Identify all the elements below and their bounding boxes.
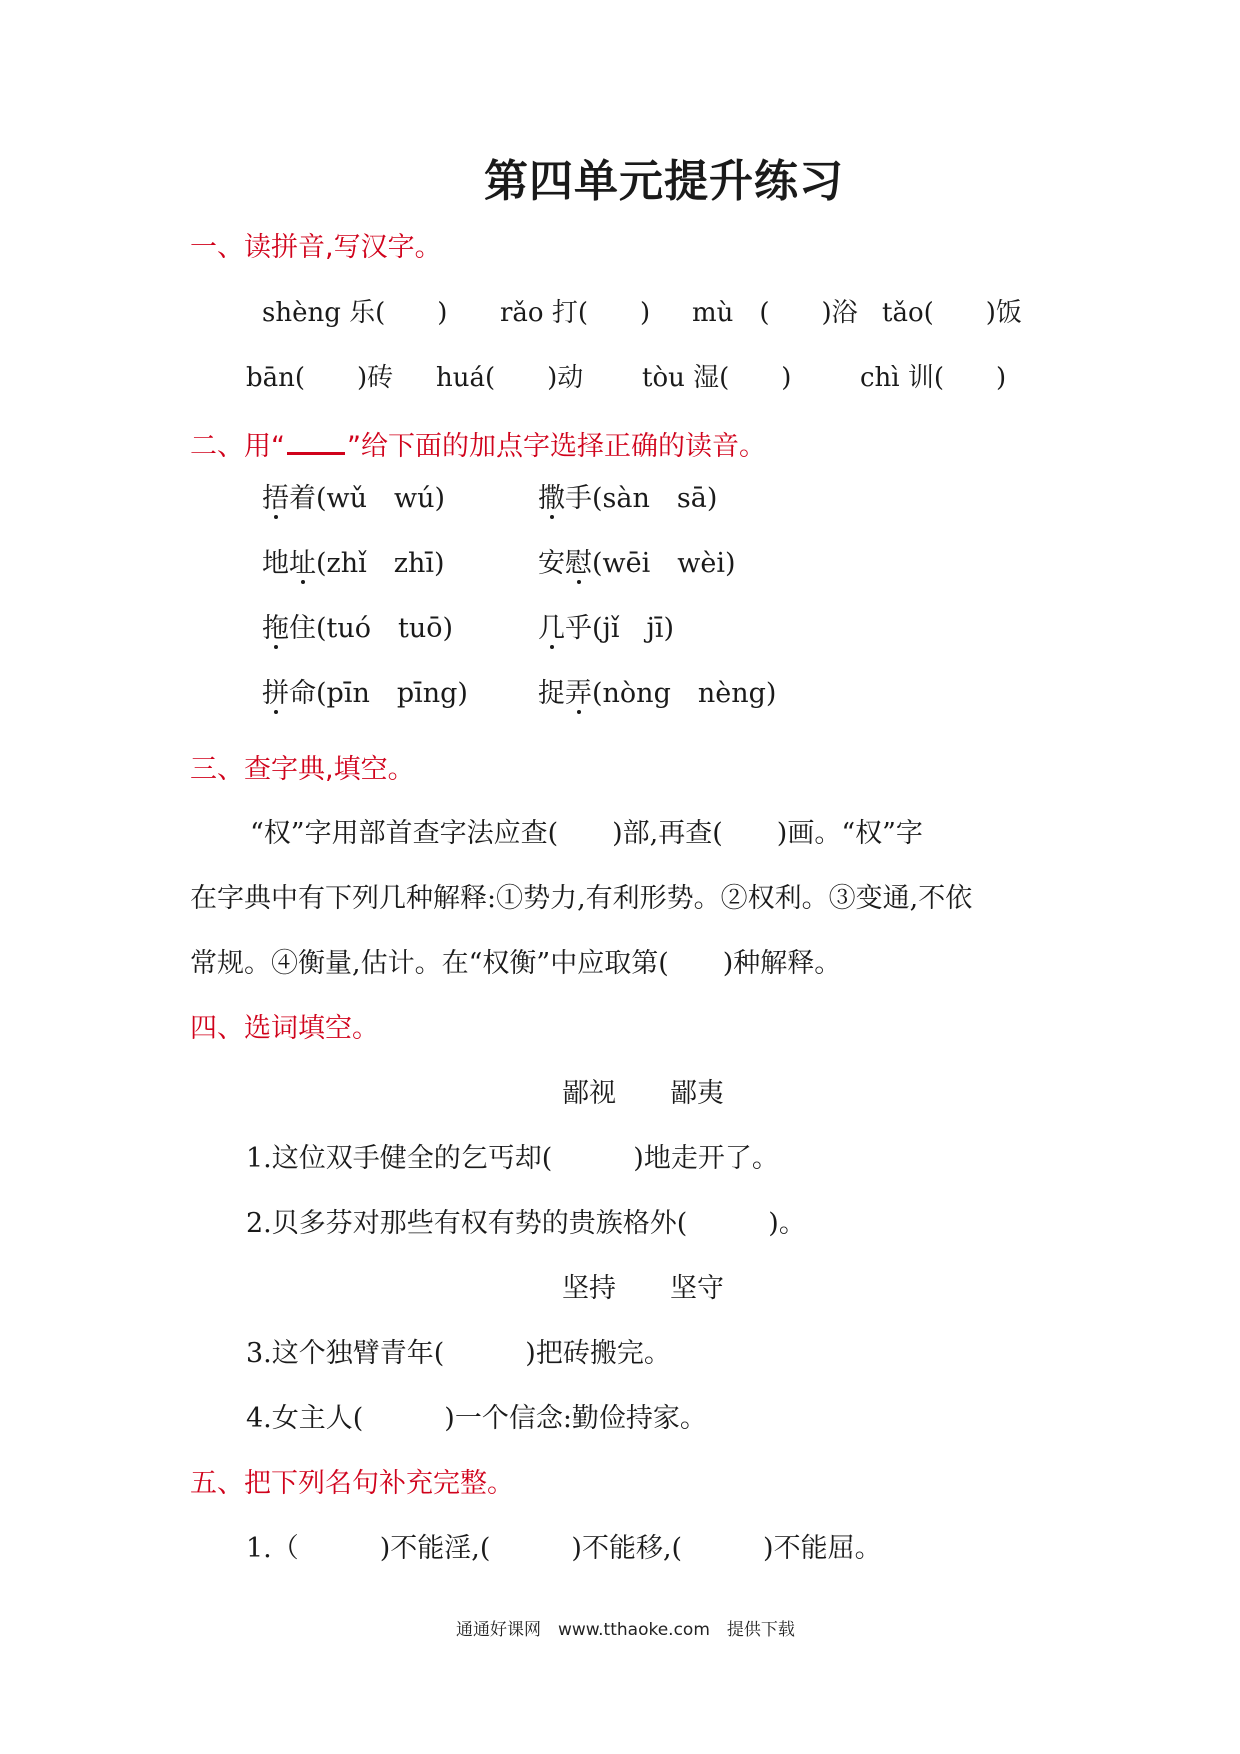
dotted-char: 几	[538, 613, 565, 644]
section2-heading-start: 二、用“	[190, 431, 285, 462]
dotted-char: 拖	[262, 613, 289, 644]
dotted-char: 址	[289, 548, 316, 579]
section5-heading: 五、把下列名句补充完整。	[190, 1468, 514, 1499]
pinyin-item: tòu 湿( )	[642, 363, 792, 393]
item-rest: 住(tuó tuō)	[289, 613, 454, 644]
dotted-char: 慰	[565, 548, 592, 579]
item-prefix: 地	[262, 548, 289, 579]
fill-question: 1.这位双手健全的乞丐却( )地走开了。	[246, 1143, 779, 1174]
pinyin-item: bān( )砖	[246, 363, 394, 393]
dictionary-text: 在字典中有下列几种解释:①势力,有利形势。②权利。③变通,不依	[190, 883, 973, 914]
reading-choice-item	[262, 680, 468, 707]
dotted-char: 捂	[262, 483, 289, 514]
reading-choice-item	[262, 485, 445, 512]
item-rest: (zhǐ zhī)	[316, 548, 445, 579]
dotted-char: 撒	[538, 483, 565, 514]
page-title: 第四单元提升练习	[484, 156, 844, 207]
reading-choice-item	[538, 615, 674, 642]
section1-heading: 一、读拼音,写汉字。	[190, 232, 442, 263]
pinyin-item: rǎo 打( )	[500, 298, 651, 328]
pinyin-item: chì 训( )	[860, 363, 1007, 393]
pinyin-item: tǎo( )饭	[882, 298, 1022, 328]
reading-choice-item	[538, 680, 776, 707]
reading-choice-item	[262, 550, 445, 577]
dotted-char: 拼	[262, 678, 289, 709]
pinyin-item: mù ( )浴	[692, 298, 858, 328]
word-choices: 鄙视 鄙夷	[562, 1078, 724, 1109]
dictionary-text: 常规。④衡量,估计。在“权衡”中应取第( )种解释。	[190, 948, 842, 979]
item-rest: (wēi wèi)	[592, 548, 736, 579]
underline-sample	[287, 430, 345, 455]
reading-choice-item	[538, 550, 736, 577]
item-prefix: 捉	[538, 678, 565, 709]
section2-heading	[190, 430, 766, 460]
item-rest: (nòng nèng)	[592, 678, 777, 709]
item-rest: 命(pīn pīng)	[289, 678, 468, 709]
item-prefix: 安	[538, 548, 565, 579]
dotted-char: 弄	[565, 678, 592, 709]
reading-choice-item	[262, 615, 453, 642]
footer-source: 通通好课网 www.tthaoke.com 提供下载	[456, 1620, 795, 1640]
item-rest: 手(sàn sā)	[565, 483, 718, 514]
dictionary-text: “权”字用部首查字法应查( )部,再查( )画。“权”字	[250, 818, 923, 849]
fill-question: 3.这个独臂青年( )把砖搬完。	[246, 1338, 671, 1369]
section3-heading: 三、查字典,填空。	[190, 754, 415, 785]
section2-heading-end: ”给下面的加点字选择正确的读音。	[347, 431, 766, 462]
word-choices: 坚持 坚守	[562, 1273, 724, 1304]
quote-question: 1.（ )不能淫,( )不能移,( )不能屈。	[246, 1533, 882, 1564]
fill-question: 4.女主人( )一个信念:勤俭持家。	[246, 1403, 707, 1434]
section4-heading: 四、选词填空。	[190, 1013, 379, 1044]
reading-choice-item	[538, 485, 717, 512]
item-rest: 乎(jǐ jī)	[565, 613, 675, 644]
pinyin-item: shèng 乐( )	[262, 298, 448, 328]
pinyin-item: huá( )动	[436, 363, 584, 393]
item-rest: 着(wǔ wú)	[289, 483, 446, 514]
fill-question: 2.贝多芬对那些有权有势的贵族格外( )。	[246, 1208, 806, 1239]
